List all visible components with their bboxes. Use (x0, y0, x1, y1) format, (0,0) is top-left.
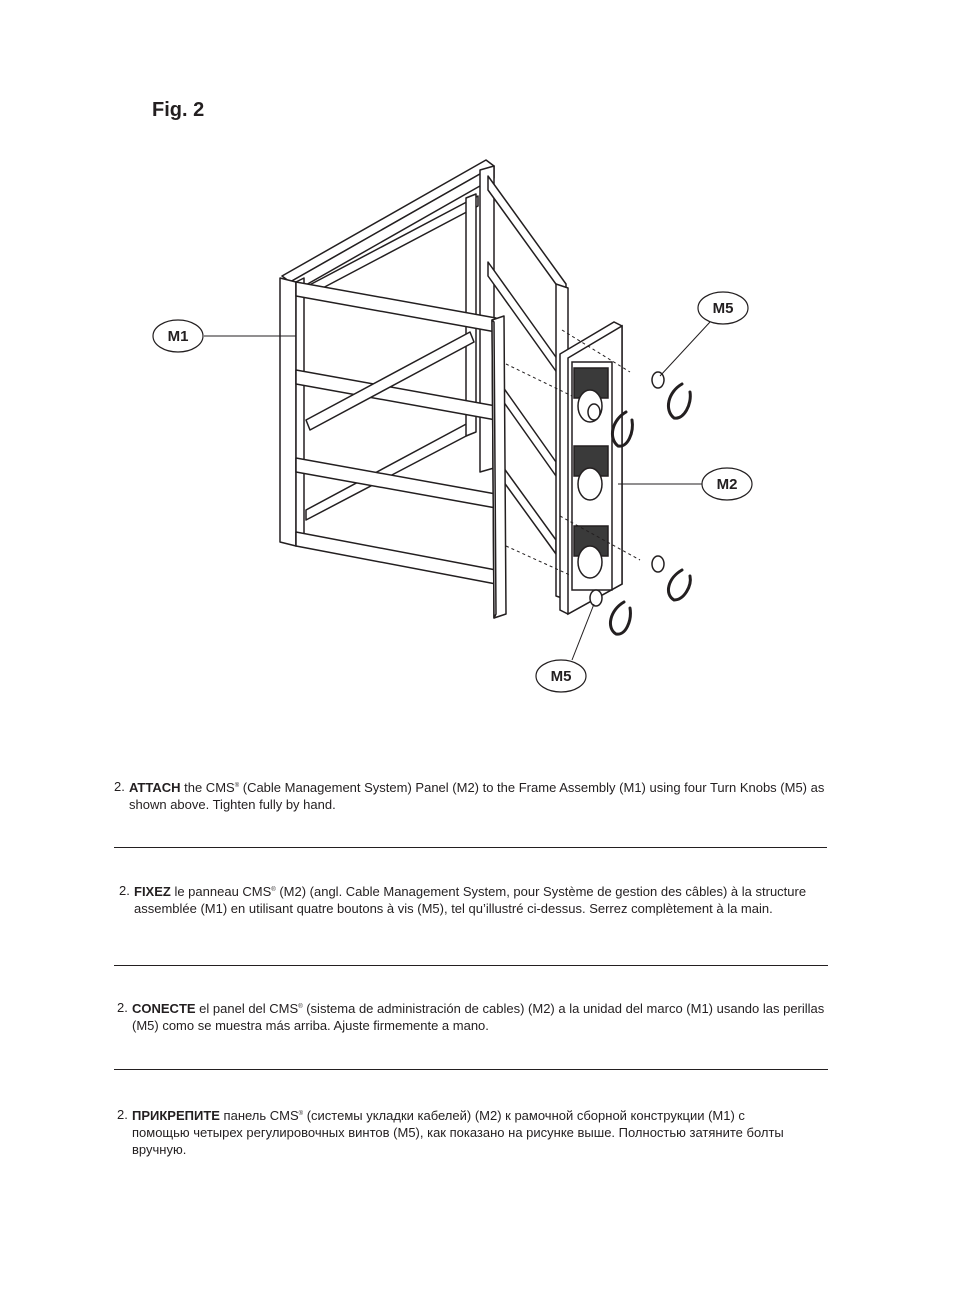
callout-m1 (153, 320, 203, 352)
instruction-spanish (117, 999, 833, 1034)
instruction-spanish-text (132, 999, 833, 1034)
text-segment: (sistema de administración de cables) (M2) a la unidad del marco (M1) usando las perillas (M5) como se muestra más arriba. Ajuste firmemente a mano. (132, 1001, 825, 1033)
text-segment: панель CMS (219, 1108, 299, 1123)
text-segment: (M2) (angl. Cable Management System, pour Système de gestion des câbles) à la structure assemblée (M1) en utilisant quatre boutons à vis (M5), tel qu’illustré ci-dessus. Serrez complètement à la main. (134, 884, 807, 916)
step-keyword: ПРИКРЕПИТЕ (132, 1108, 220, 1123)
instruction-french (119, 882, 827, 917)
registered-mark: ® (298, 1004, 303, 1010)
registered-mark: ® (298, 1111, 304, 1117)
frame-left-post (280, 278, 296, 546)
text-segment: el panel del CMS (195, 1001, 299, 1016)
divider (114, 847, 827, 848)
callout-m5-bottom (536, 660, 586, 692)
frame-top-rail-face (290, 166, 494, 294)
step-keyword: CONECTE (132, 1001, 196, 1016)
text-segment: (Cable Management System) Panel (M2) to the Frame Assembly (M1) using four Turn Knobs (M5) as shown above. Tighten fully by hand. (129, 780, 825, 812)
callout-m5-top (698, 292, 748, 324)
callout-m5-bottom-label: M5 (550, 668, 572, 685)
frame-inner-rail (300, 196, 478, 300)
shelf-rail-4 (296, 532, 496, 584)
step-number: 2. (117, 1000, 128, 1015)
divider (114, 1069, 828, 1070)
instruction-russian (117, 1106, 803, 1158)
back-frame-rail-2 (498, 380, 556, 476)
frame-left-post-side (296, 278, 304, 546)
cms-panel (560, 322, 622, 614)
registered-mark: ® (234, 783, 240, 789)
figure-title: Fig. 2 (152, 99, 205, 121)
leader-m5-bottom (572, 604, 594, 660)
instruction-english (114, 778, 830, 813)
text-segment: le panneau CMS (170, 884, 272, 899)
back-frame-rail-3 (498, 460, 556, 554)
callout-m2 (702, 468, 752, 500)
frame-top-rail (282, 160, 494, 282)
step-keyword: FIXEZ (134, 884, 171, 899)
text-segment: the CMS (180, 780, 235, 795)
registered-mark: ® (271, 887, 276, 893)
step-number: 2. (114, 779, 125, 794)
leader-m5-top (660, 322, 710, 376)
callout-m2-label: M2 (716, 476, 738, 493)
callout-m5-top-label: M5 (712, 300, 734, 317)
callout-m1-label: M1 (167, 328, 189, 345)
divider (114, 965, 828, 966)
instruction-russian-text (132, 1106, 803, 1158)
step-number: 2. (119, 883, 130, 898)
step-keyword: ATTACH (129, 780, 181, 795)
text-segment: (системы укладки кабелей) (M2) к рамочной сборной конструкции (M1) с помощью четырех регулировочных винтов (M5), как показано на рисунке выше. Полностью затяните болты вручную. (132, 1108, 784, 1157)
instruction-english-text (129, 778, 830, 813)
step-number: 2. (117, 1107, 128, 1122)
instruction-french-text (134, 882, 827, 917)
